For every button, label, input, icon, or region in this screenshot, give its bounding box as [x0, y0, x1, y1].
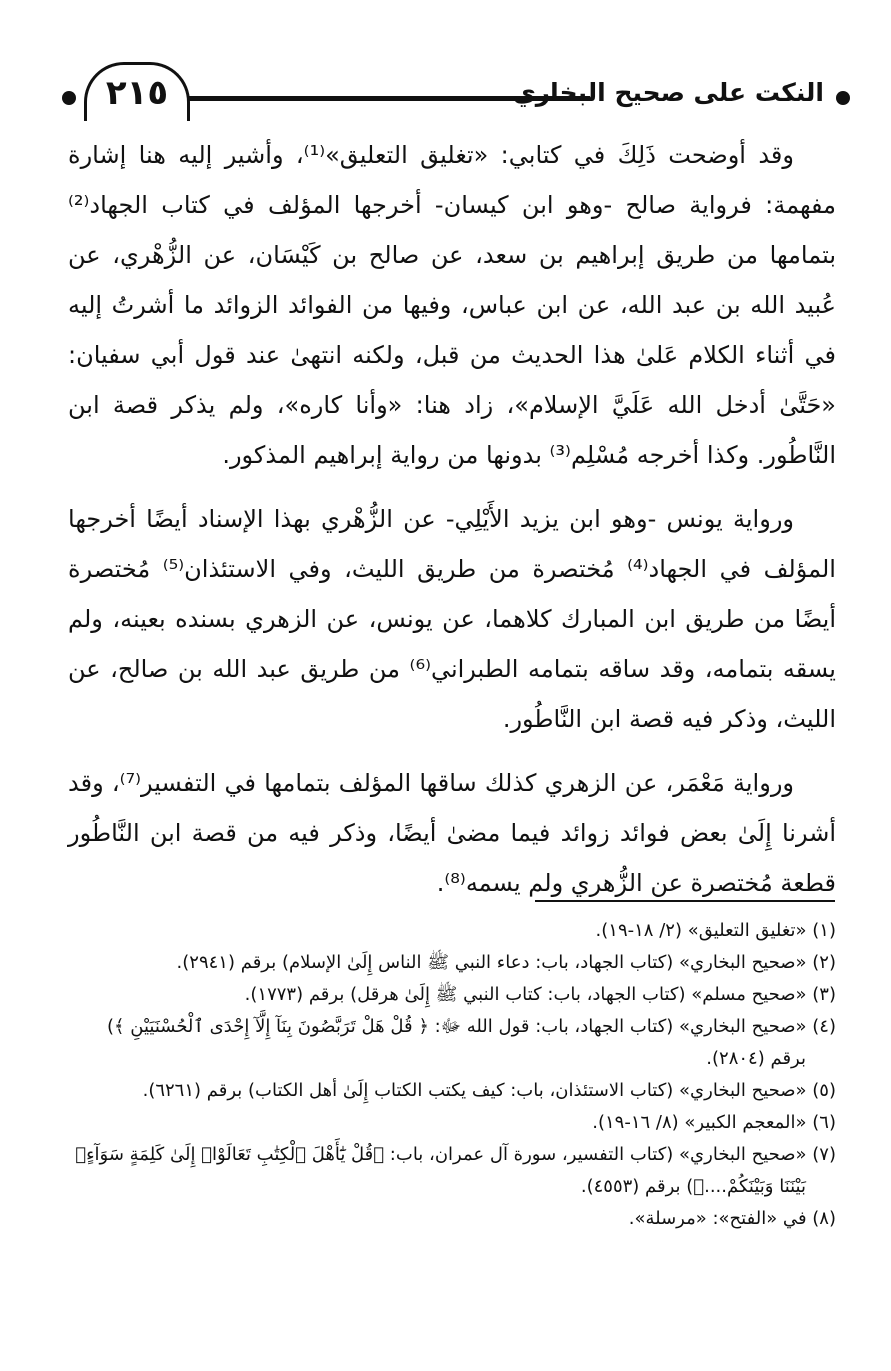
footnote: (٢) «صحيح البخاري» (كتاب الجهاد، باب: دعاء النبي ﷺ الناس إِلَىٰ الإسلام) برقم (٢٩٤١). [176, 952, 836, 973]
main-text [68, 130, 836, 922]
footnote: (١) «تغليق التعليق» (٢/ ١٨-١٩). [595, 920, 836, 941]
footnote: (٦) «المعجم الكبير» (٨/ ١٦-١٩). [592, 1112, 836, 1133]
footnote: (٣) «صحيح مسلم» (كتاب الجهاد، باب: كتاب النبي ﷺ إِلَىٰ هرقل) برقم (١٧٧٣). [244, 984, 836, 1005]
footnote: (٤) «صحيح البخاري» (كتاب الجهاد، باب: قول الله ﷻ: ﴿ قُلْ هَلْ تَرَبَّصُونَ بِنَآ إِلَّآ إِحْدَى ٱلْحُسْنَيَيْنِ ﴾) برقم (٢٨٠٤). [106, 1016, 836, 1069]
footnote: (٧) «صحيح البخاري» (كتاب التفسير، سورة آل عمران، باب: ﴿قُلْ يَٰٓأَهْلَ ٱلْكِتَٰبِ تَعَالَوْا۟ إِلَىٰ كَلِمَةٍ سَوَآءٍۭ بَيْنَنَا وَبَيْنَكُمْ....﴾) برقم (٤٥٥٣). [75, 1144, 836, 1197]
paragraph: وقد أوضحت ذَلِكَ في كتابي: «تغليق التعليق»⁽¹⁾، وأشير إليه هنا إشارة مفهمة: فرواية صالح -وهو ابن كيسان- أخرجها المؤلف في كتاب الجهاد⁽²⁾ بتمامها من طريق إبراهيم بن سعد، عن صالح بن كَيْسَان، عن الزُّهْري، عن عُبيد الله بن عبد الله، عن ابن عباس، وفيها من الفوائد الزوائد ما أشرتُ إليه في أثناء الكلام عَلىٰ هذا الحديث من قبل، ولكنه انتهىٰ عند قول أبي سفيان: «حَتَّىٰ أدخل الله عَلَيَّ الإسلام»، زاد هنا: «وأنا كاره»، ولم يذكر قصة ابن النَّاطُور. وكذا أخرجه مُسْلِم⁽³⁾ بدونها من رواية إبراهيم المذكور. [68, 141, 836, 469]
running-title: النكت على صحيح البخاري [512, 78, 824, 107]
paragraph: ورواية يونس -وهو ابن يزيد الأَيْلِي- عن الزُّهْري بهذا الإسناد أيضًا أخرجها المؤلف في الجهاد⁽⁴⁾ مُختصرة من طريق الليث، وفي الاستئذان⁽⁵⁾ مُختصرة أيضًا من طريق ابن المبارك كلاهما، عن يونس، عن الزهري بسنده بعينه، ولم يسقه بتمامه، وقد ساقه بتمامه الطبراني⁽⁶⁾ من طريق عبد الله بن صالح، عن الليث، وذكر فيه قصة ابن النَّاطُور. [68, 505, 836, 733]
footnotes [68, 915, 836, 1235]
header-dot-left [62, 91, 76, 105]
page-header [62, 62, 850, 122]
paragraph: ورواية مَعْمَر، عن الزهري كذلك ساقها المؤلف بتمامها في التفسير⁽⁷⁾، وقد أشرنا إِلَىٰ بعض فوائد زوائد فيما مضىٰ أيضًا، وذكر فيه من قصة ابن النَّاطُور قطعة مُختصرة عن الزُّهري ولم يسمه⁽⁸⁾. [68, 769, 836, 897]
page-number: ٢١٥ [84, 62, 190, 121]
header-dot-right [836, 91, 850, 105]
footnote: (٨) في «الفتح»: «مرسلة». [628, 1208, 836, 1229]
footnote-divider [535, 900, 835, 902]
footnote: (٥) «صحيح البخاري» (كتاب الاستئذان، باب: كيف يكتب الكتاب إِلَىٰ أهل الكتاب) برقم (٦٢٦١). [142, 1080, 836, 1101]
